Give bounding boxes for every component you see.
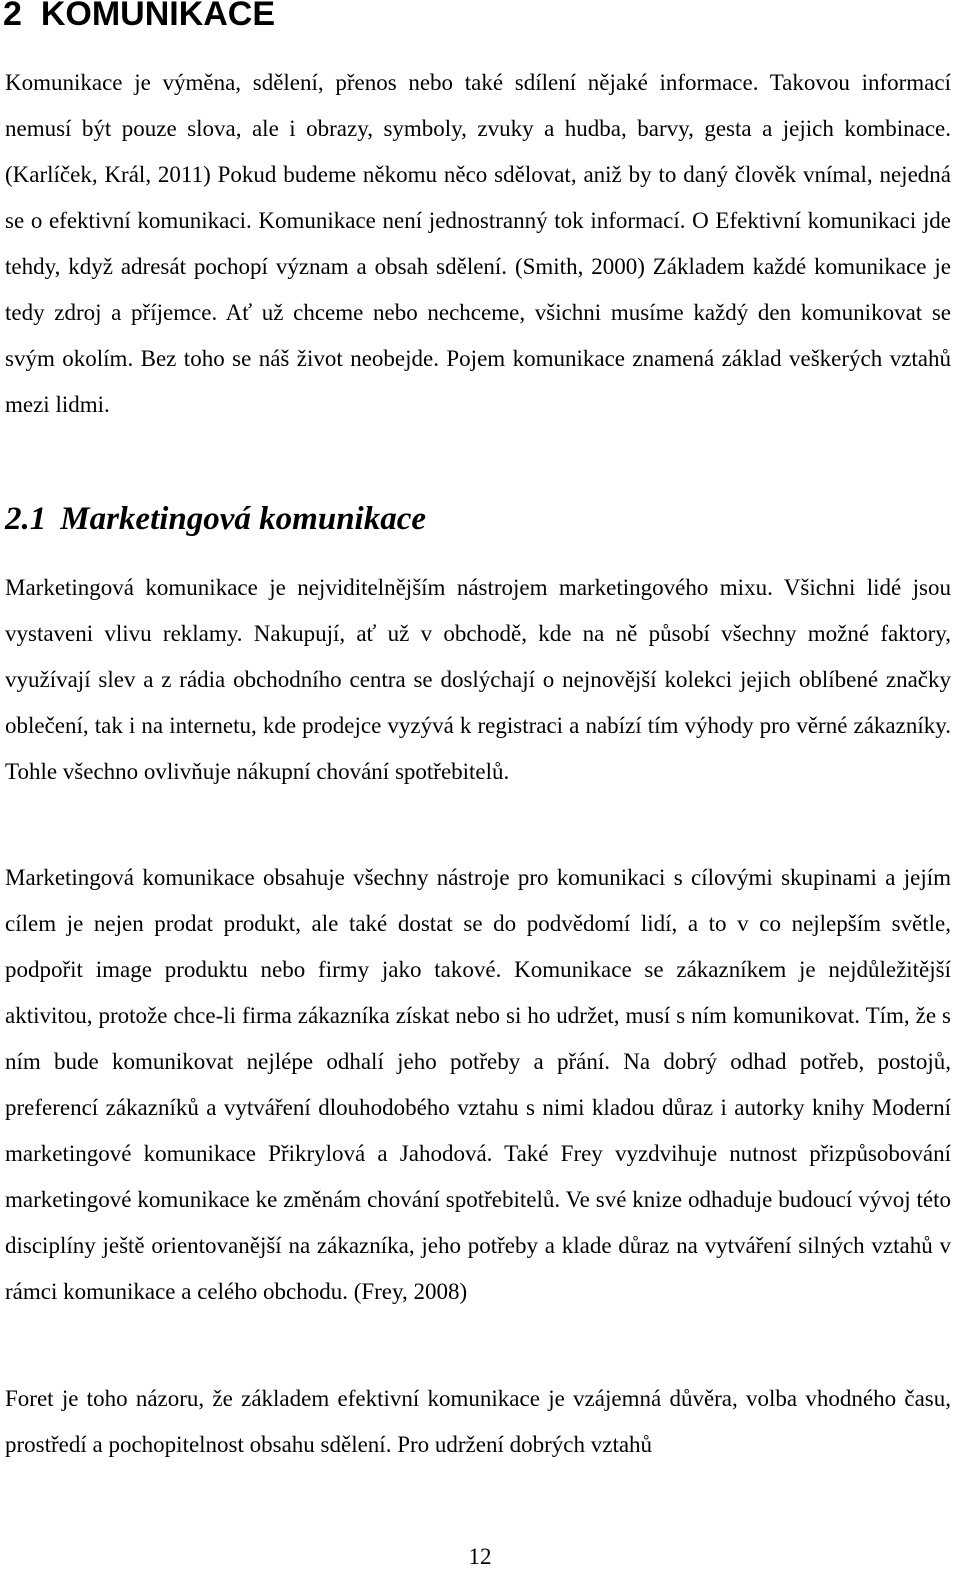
paragraph-marketing-intro: Marketingová komunikace je nejviditelnějším nástrojem marketingového mixu. Všichni lidé jsou vystaveni vlivu reklamy. Nakupují, ať už v obchodě, kde na ně působí všechny možné faktory, využívají slev a z rádia obchodního centra se doslýchají o nejnovější kolekci jejich oblíbené značky oblečení, tak i na internetu, kde prodejce vyzývá k registraci a nabízí tím výhody pro věrné zákazníky. Tohle všechno ovlivňuje nákupní chování spotřebitelů. [5, 575, 951, 784]
section-title: Marketingová komunikace [60, 501, 427, 537]
paragraph-marketing-tools: Marketingová komunikace obsahuje všechny nástroje pro komunikaci s cílovými skupinami a jejím cílem je nejen prodat produkt, ale také dostat se do podvědomí lidí, a to v co nejlepším světle, podpořit image produktu nebo firmy jako takové. Komunikace se zákazníkem je nejdůležitější aktivitou, protože chce-li firma zákazníka získat nebo si ho udržet, musí s ním komunikovat. Tím, že s ním bude komunikovat nejlépe odhalí jeho potřeby a přání. Na dobrý odhad potřeb, postojů, preferencí zákazníků a vytváření dlouhodobého vztahu s nimi kladou důraz i autorky knihy Moderní marketingové komunikace Přikrylová a Jahodová. Také Frey vyzdvihuje nutnost přizpůsobování marketingové komunikace ke změnám chování spotřebitelů. Ve své knize odhaduje budoucí vývoj této disciplíny ještě orientovanější na zákazníka, jeho potřeby a klade důraz na vytváření silných vztahů v rámci komunikace a celého obchodu. (Frey, 2008) [5, 865, 951, 1304]
paragraph-foret: Foret je toho názoru, že základem efektivní komunikace je vzájemná důvěra, volba vhodného času, prostředí a pochopitelnost obsahu sdělení. Pro udržení dobrých vztahů [5, 1386, 951, 1457]
chapter-title: KOMUNIKACE [40, 0, 276, 33]
chapter-heading [3, 0, 275, 34]
paragraph-intro: Komunikace je výměna, sdělení, přenos nebo také sdílení nějaké informace. Takovou informací nemusí být pouze slova, ale i obrazy, symboly, zvuky a hudba, barvy, gesta a jejich kombinace. (Karlíček, Král, 2011) Pokud budeme někomu něco sdělovat, aniž by to daný člověk vnímal, nejedná se o efektivní komunikaci. Komunikace není jednostranný tok informací. O Efektivní komunikaci jde tehdy, když adresát pochopí význam a obsah sdělení. (Smith, 2000) Základem každé komunikace je tedy zdroj a příjemce. Ať už chceme nebo nechceme, všichni musíme každý den komunikovat se svým okolím. Bez toho se náš život neobejde. Pojem komunikace znamená základ veškerých vztahů mezi lidmi. [5, 70, 951, 417]
section-number: 2.1 [5, 501, 47, 537]
page-number: 12 [468, 1544, 492, 1569]
section-heading [5, 496, 426, 542]
chapter-number: 2 [3, 0, 22, 33]
